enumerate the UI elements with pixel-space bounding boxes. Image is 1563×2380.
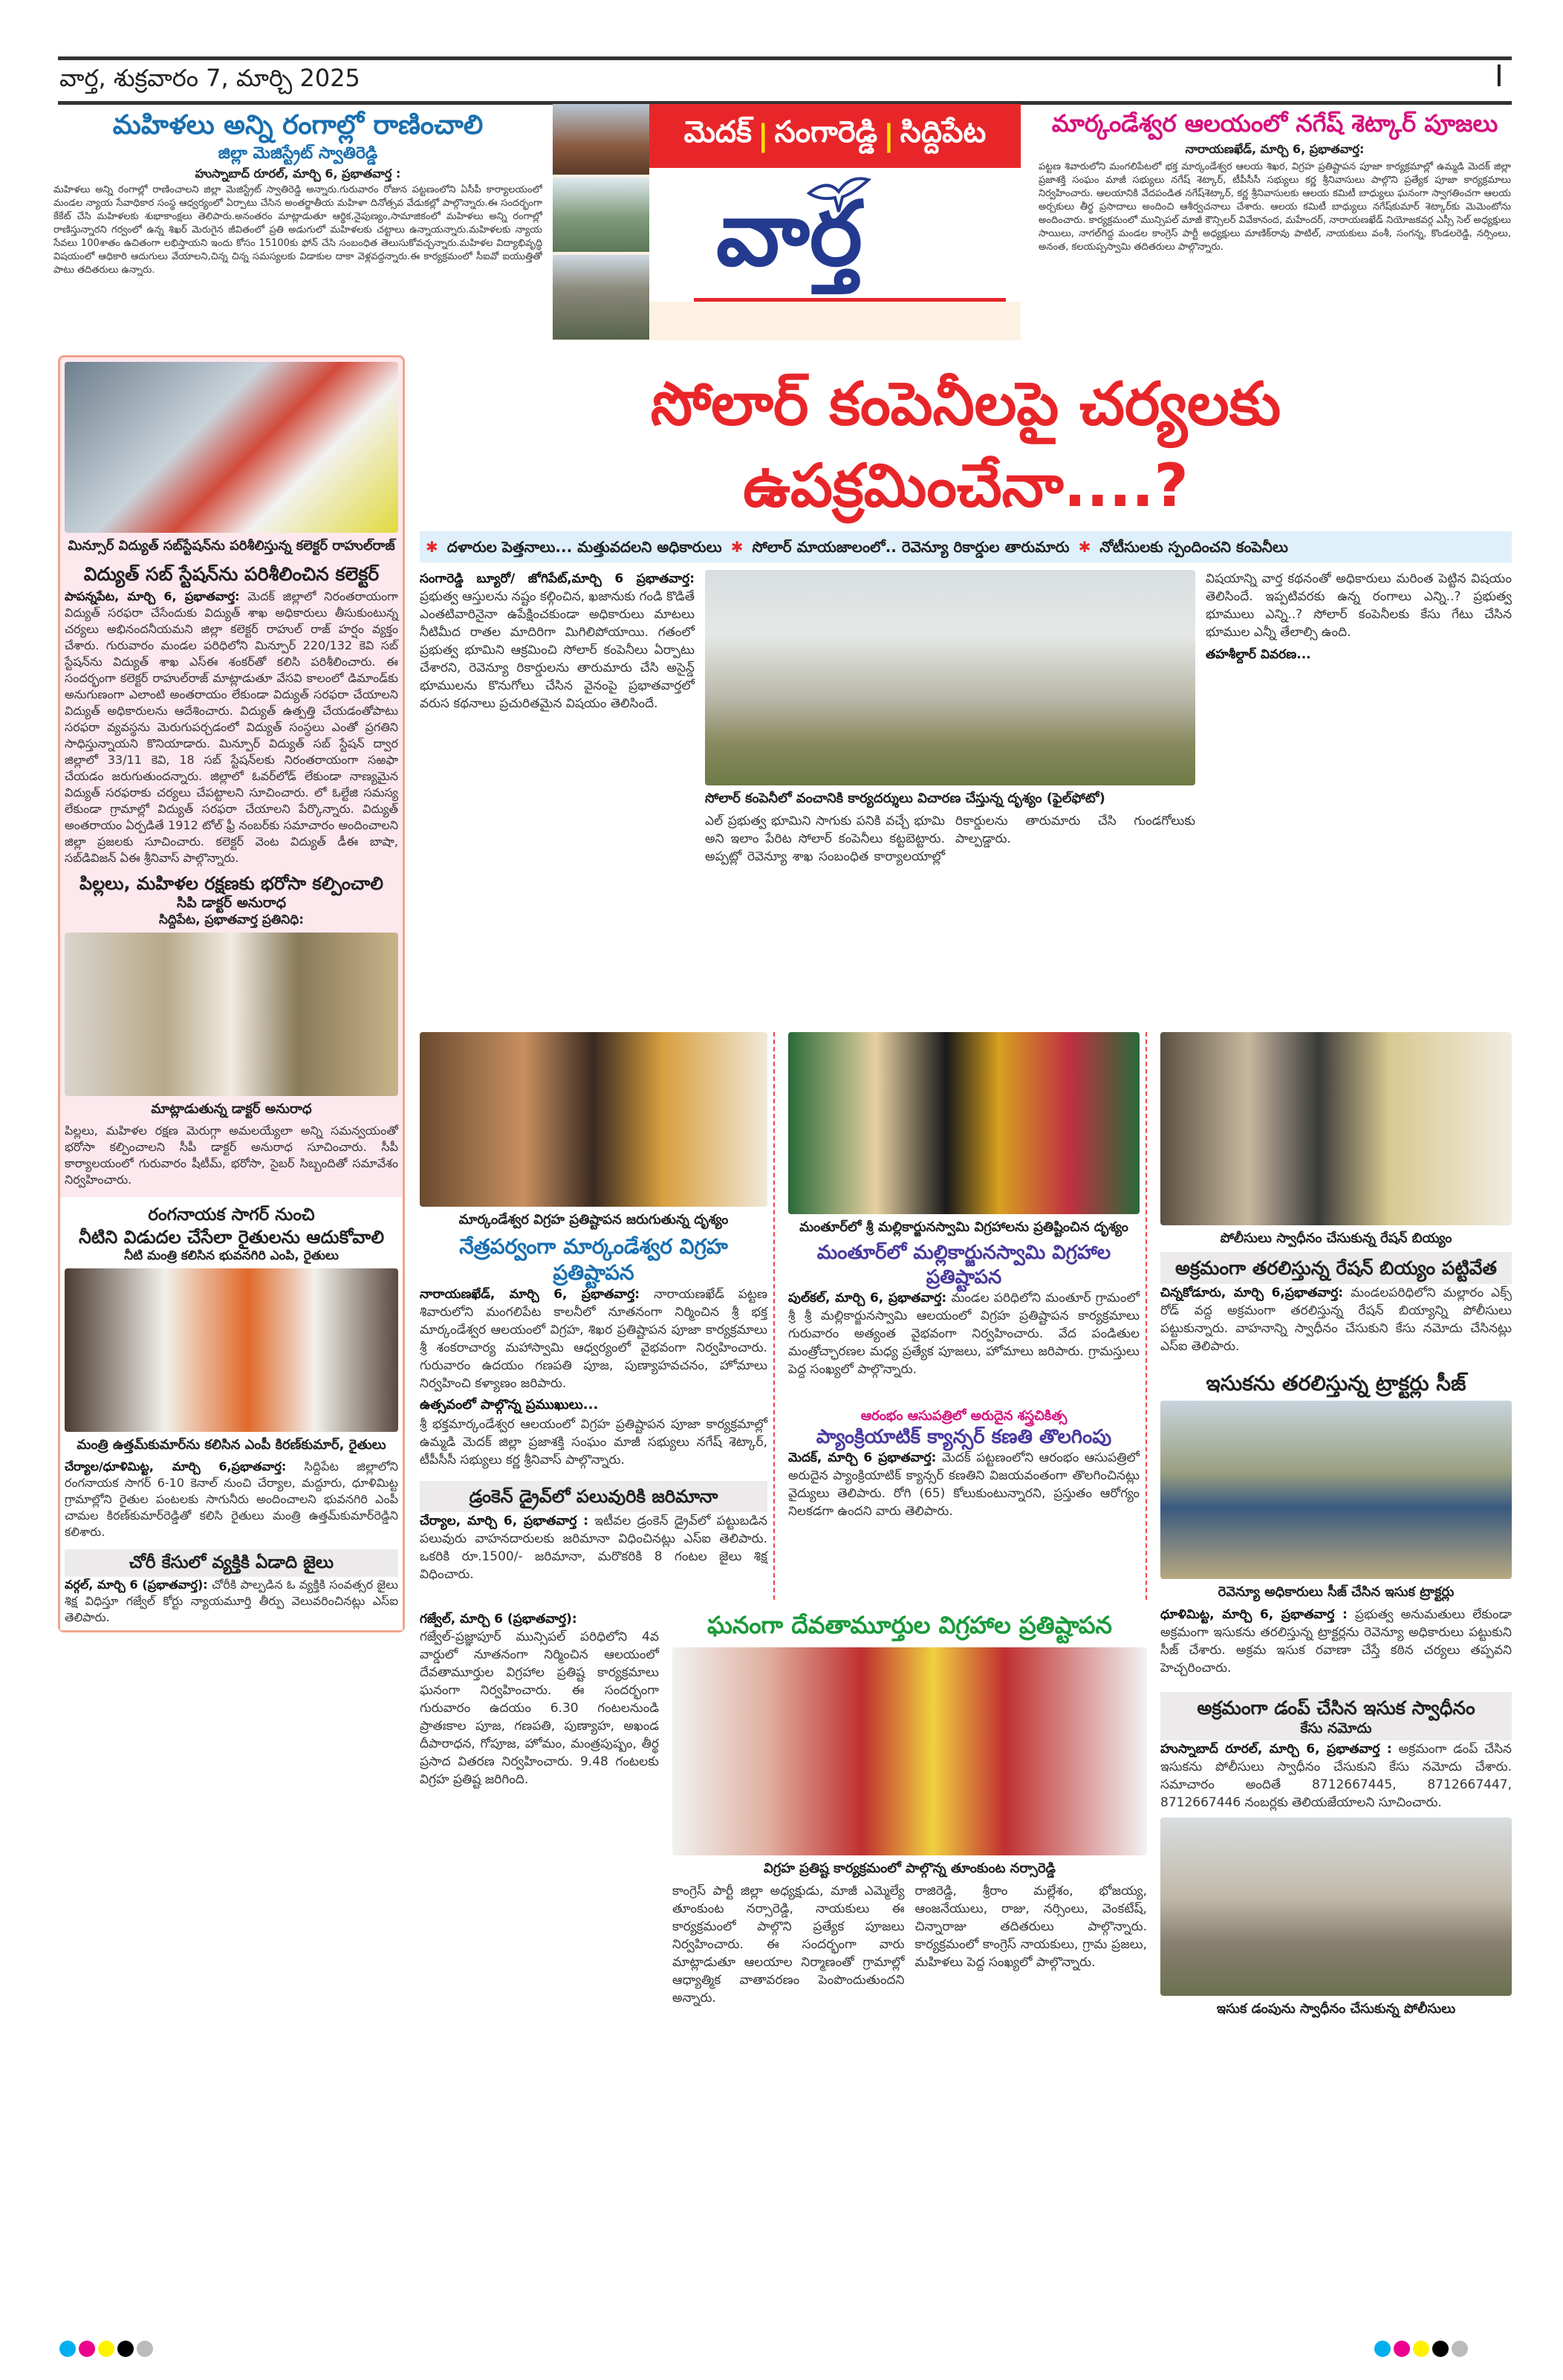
article-body: ఇటీవల డ్రంకెన్ డ్రైవ్‌లో పట్టుబడిన పలువురు వాహనదారులకు జరిమానా విధించినట్లు ఎస్ఐ తెలిపారు. ఒకరికి రూ.1500/- జరిమానా, మరొకరికి 8 గంటల జైలు శిక్ష విధించారు.	[420, 1514, 767, 1582]
logo-area	[649, 168, 1021, 302]
masthead-photo-strip	[553, 104, 649, 340]
sand-dump-photo	[1160, 1818, 1512, 1996]
subhead: జిల్లా మెజిస్ట్రేట్ స్వాతిరెడ్డి	[218, 144, 378, 163]
headline-sand-dump: అక్రమంగా డంప్ చేసిన ఇసుక స్వాధీనం	[1160, 1692, 1512, 1719]
headline-collector: విద్యుత్ సబ్ స్టేషన్‌ను పరిశీలించిన కలెక్టర్	[83, 563, 380, 585]
ceremony-photo	[672, 1647, 1147, 1855]
registration-marks-left	[59, 2341, 156, 2360]
article-body: విషయాన్ని వార్త కథనంతో అధికారులు మరింత పెట్టిన విషయం తెలిసిందే. ఇప్పటివరకు ఉన్న రంగాలు ఎన్ని..? ప్రభుత్వ భూములు ఎన్ని..? సోలార్ కంపెనీలకు కేసు గేటు చేసిన భూముల ఎన్నీ తేలాల్సి ఉంది.	[1206, 571, 1512, 640]
district-medak: మెదక్	[683, 115, 753, 149]
photo-caption: ఇసుక డంపును స్వాధీనం చేసుకున్న పోలీసులు	[1216, 2001, 1456, 2017]
headline: నేత్రపర్వంగా మార్కండేశ్వర విగ్రహ ప్రతిష్టాపన	[459, 1234, 728, 1285]
lead-headline: సోలార్ కంపెనీలపై చర్యలకు ఉపక్రమించేనా....?	[650, 369, 1281, 520]
photo-caption: మార్కండేశ్వర విగ్రహ ప్రతిష్టాపన జరుగుతున్న దృశ్యం	[458, 1212, 729, 1228]
article-body: ఎల్ ప్రభుత్వ భూమిని సాగుకు పనికి వచ్చే భూమి అని ఇలాం పేరిట సోలార్ కంపెనీలు కట్టబెట్టారు. అప్పట్లో రెవెన్యూ శాఖ సంబంధిత కార్యాలయాల్లో రికార్డులను తారుమారు చేసి గుండగోలుకు పాల్పడ్డారు.	[705, 814, 1195, 864]
lead-column-1	[420, 570, 695, 1025]
dateline: మెదక్, మార్చి 6 ప్రభాతవార్త:	[788, 1450, 937, 1465]
article-mallikarjuna	[788, 1032, 1147, 1600]
headline-children-safety: పిల్లలు, మహిళల రక్షణకు భరోసా కల్పించాలి	[79, 873, 383, 895]
headline: మహిళలు అన్ని రంగాల్లో రాణించాలి	[112, 110, 484, 140]
right-content-flow	[420, 363, 1512, 2023]
article-gajwel	[420, 1610, 659, 2023]
headline: మంతూర్‌లో మల్లికార్జునస్వామి విగ్రహాల ప్రతిష్టాపన	[816, 1242, 1111, 1288]
headline-sand-tractors: ఇసుకను తరలిస్తున్న ట్రాక్టర్లు సీజ్	[1206, 1371, 1466, 1396]
article-body: కాంగ్రెస్ పార్టీ జిల్లా అధ్యక్షుడు, మాజీ ఎమ్మెల్యే తూంకుంట నర్సారెడ్డి, నాయకులు ఈ కార్యక్రమంలో పాల్గొని ప్రత్యేక పూజలు నిర్వహించారు. ఈ సందర్భంగా వారు మాట్లాడుతూ ఆలయాల నిర్మాణంతో గ్రామాల్లో ఆధ్యాత్మిక వాతావరణం పెంపొందుతుందని అన్నారు.	[672, 1883, 905, 2006]
article-women-excel	[53, 108, 542, 345]
logo-wordmark: వార్త	[716, 183, 862, 286]
article-body: మండల పరిధిలోని మంతూర్ గ్రామంలో శ్రీ శ్రీ మల్లికార్జునస్వామి ఆలయంలో విగ్రహ ప్రతిష్టాపన కార్యక్రమాలు గురువారం అత్యంత వైభవంగా నిర్వహించారు. వేద పండితుల మంత్రోచ్ఛారణల మధ్య ప్రత్యేక పూజలు, హోమాలు జరిపారు. గ్రామస్తులు పెద్ద సంఖ్యలో పాల్గొన్నారు.	[788, 1291, 1140, 1377]
dateline: హుస్నాబాద్ రూరల్, మార్చి 6, ప్రభాతవార్త :	[1160, 1742, 1392, 1757]
photo-caption: రెవెన్యూ అధికారులు సీజ్ చేసిన ఇసుక ట్రాక్టర్లు	[1218, 1584, 1455, 1601]
article-body: గజ్వేల్-ప్రజ్ఞాపూర్ మున్సిపల్ పరిధిలోని 4వ వార్డులో నూతనంగా నిర్మించిన ఆలయంలో దేవతామూర్తుల విగ్రహాల ప్రతిష్ట కార్యక్రమాలు ఘనంగా నిర్వహించారు. ఈ సందర్భంగా గురువారం ఉదయం 6.30 గంటలనుండి ప్రాతఃకాల పూజ, గణపతి, పుణ్యాహ, అఖండ దీపారాధన, గోపూజ, హోమం, మంత్రపుష్పం, తీర్థ ప్రసాద వితరణ నిర్వహించారు. 9.48 గంటలకు విగ్రహ ప్రతిష్ట జరిగింది.	[420, 1629, 659, 1787]
headline: ఘనంగా దేవతామూర్తుల విగ్రహాల ప్రతిష్టాపన	[707, 1610, 1112, 1639]
lead-column-3	[1206, 570, 1512, 1025]
dateline: నారాయణఖేడ్, మార్చి 6, ప్రభాతవార్త:	[420, 1287, 640, 1302]
article-body: నారాయణఖేడ్ పట్టణ శివారులోని మంగలిపేట కాలనీలో నూతనంగా నిర్మించిన శ్రీ భక్త మార్కండేశ్వర ఆలయంలో విగ్రహ, శిఖర ప్రతిష్టాపన పూజా కార్యక్రమాలు శ్రీ శంకరాచార్య మహాస్వామి ఆధ్వర్యంలో వైభవంగా నిర్వహించారు. గురువారం ఉదయం గణపతి పూజ, పుణ్యాహవచనం, హోమాలు నిర్వహించి కళ్యాణం జరిపారు.	[420, 1287, 768, 1391]
article-body: చోరీకి పాల్పడిన ఓ వ్యక్తికి సంవత్సర జైలు శిక్ష విధిస్తూ గజ్వేల్ కోర్టు న్యాయమూర్తి తీర్పు వెలువరించినట్లు ఎస్ఐ తెలిపారు.	[65, 1578, 398, 1624]
bullet: నోటీసులకు స్పందించని కంపెనీలు	[1099, 538, 1288, 556]
cathedral-photo	[553, 255, 649, 340]
news-grid	[420, 1032, 1512, 2023]
registration-marks-right	[1374, 2341, 1471, 2360]
asterisk-icon: ✱	[1078, 538, 1091, 556]
dateline: పుల్‌కల్, మార్చి 6, ప్రభాతవార్త:	[788, 1291, 947, 1306]
temple-photo	[553, 104, 649, 175]
article-body: సిద్దిపేట జిల్లాలోని రంగనాయక సాగర్ 6-10 కెనాల్ నుంచి చేర్యాల, మద్దూరు, ధూళిమిట్ట గ్రామాల్లోని రైతుల పంటలకు సాగునీరు అందించాలని భువనగిరి ఎంపీ చామల కిరణ్‌కుమార్‌రెడ్డితో కలిసి రైతులు మంత్రి ఉత్తమ్‌కుమార్‌రెడ్డిని కలిశారు.	[65, 1459, 399, 1540]
article-body: మండలపరిధిలోని మల్లారం ఎక్స్ రోడ్ వద్ద అక్రమంగా తరలిస్తున్న రేషన్ బియ్యాన్ని పోలీసులు పట్టుకున్నారు. వాహనాన్ని స్వాధీనం చేసుకుని కేసు నమోదు చేసినట్లు ఎస్ఐ తెలిపారు.	[1160, 1285, 1512, 1355]
article-body: అక్రమంగా డంప్ చేసిన ఇసుకను పోలీసులు స్వాధీనం చేసుకుని కేసు నమోదు చేశారు. సమాచారం అందితే 8712667445, 8712667447, 8712667446 నంబర్లకు తెలియజేయాలని సూచించారు.	[1160, 1742, 1512, 1811]
subhead: సిపి డాక్టర్ అనురాధ	[176, 895, 287, 912]
article-body: పట్టణ శివారులోని మంగలిపేటలో భక్త మార్కండేశ్వర ఆలయ శిఖర, విగ్రహ ప్రతిష్టాపన పూజా కార్యక్రమాల్లో ఉమ్మడి మెదక్ జిల్లా ప్రజాశక్తి సంఘం మాజీ సభ్యులు నగేష్ శెట్కార్, టీపీసీసీ సభ్యులు కర్ణ శ్రీనివాసులు పాల్గొని ప్రత్యేక పూజా కార్యక్రమాలు నిర్వహించారు. ఆలయానికి వేదపండిత నగేష్‌శెట్కార్, కర్ణ శ్రీనివాసులకు ఆలయ కమిటీ బాధ్యులు ఘనంగా స్వాగతించగా ఆలయ అర్చకులు తీర్థ ప్రసాదాలు అందించి ఆశీర్వచనాలు చేశారు. ఆలయ కమిటీ బాధ్యులు నగేష్‌కుమార్ శెట్కార్‌కు మెమెంటోను అందించారు. కార్యక్రమంలో మున్సిపల్ మాజీ కౌన్సిలర్ వివేకానంద, మహేందర్, నారాయణఖేడ్ నియోజకవర్గ ఎస్సీ సెల్ అధ్యక్షులు సాయిలు, నాగల్‌గిద్ద మండల కాంగ్రెస్ పార్టీ అధ్యక్షులు మాణిక్‌రావు పాటిల్, నాయకులు వంశీ, సంగన్న, కొండలరెడ్డి, నర్సింలు, అనంత, కలయప్పస్వామి తదితరులు పాల్గొన్నారు.	[1039, 161, 1511, 253]
dateline: ధూళిమిట్ట, మార్చి 6, ప్రభాతవార్త :	[1160, 1607, 1348, 1623]
article-body: ప్రభుత్వ అనుమతులు లేకుండా అక్రమంగా ఇసుకను తరలిస్తున్న ట్రాక్టర్లను రెవెన్యూ అధికారులు పట్టుకుని సీజ్ చేశారు. అక్రమ ఇసుక రవాణా చేస్తే కఠిన చర్యలు తప్పవని హెచ్చరించారు.	[1160, 1607, 1512, 1676]
dateline: పాపన్నపేట, మార్చి 6, ప్రభాతవార్త:	[65, 589, 240, 604]
article-body: పిల్లలు, మహిళల రక్షణ మెరుగ్గా అమలయ్యేలా అన్ని సమన్వయంతో భరోసా కల్పించాలని సీపీ డాక్టర్ అనురాధ సూచించారు. సీపీ కార్యాలయంలో గురువారం షీటీమ్, భరోసా, సైబర్ సిబ్బందితో సమావేశం నిర్వహించారు.	[65, 1123, 398, 1187]
headline: డ్రంకెన్ డ్రైవ్‌లో పలువురికి జరిమానా	[420, 1481, 767, 1512]
ration-rice-photo	[1160, 1032, 1512, 1225]
article-deities-installation	[672, 1610, 1147, 2023]
row3	[420, 1610, 1147, 2023]
sub-label: ఉత్సవంలో పాల్గొన్న ప్రముఖులు...	[420, 1397, 599, 1413]
masthead	[553, 104, 1021, 340]
dateline: వర్గల్, మార్చి 6 (ప్రభాతవార్త):	[65, 1578, 208, 1592]
headline-cancer: ప్యాంక్రియాటిక్ క్యాన్సర్ కణతి తొలగింపు	[816, 1425, 1112, 1448]
article-body: రాజిరెడ్డి, శ్రీరాం మల్లేశం, భోజయ్య, ఆంజనేయులు, రాజు, నర్సింలు, వెంకటేష్, చిన్నారాజు తదితరులు పాల్గొన్నారు. కార్యక్రమంలో కాంగ్రెస్ నాయకులు, గ్రామ ప్రజలు, మహిళలు పెద్ద సంఖ్యలో పాల్గొన్నారు.	[914, 1883, 1147, 1970]
dateline: హుస్నాబాద్ రూరల్, మార్చి 6, ప్రభాతవార్త :	[195, 166, 401, 181]
substation-photo	[65, 362, 398, 533]
district-siddipet: సిద్దిపేట	[900, 115, 987, 149]
police-meeting-photo	[65, 933, 398, 1096]
headline-ranganayaka: నీటిని విడుదల చేసేలా రైతులను ఆదుకోవాలి	[78, 1227, 385, 1248]
lead-bullets	[420, 531, 1512, 562]
tractors-photo	[1160, 1401, 1512, 1579]
logo-underline	[694, 298, 1006, 302]
article-nagesh-puja	[1039, 108, 1511, 345]
district-sangareddy: సంగారెడ్డి	[774, 115, 878, 149]
dateline: సంగారెడ్డి బ్యూరో/ జోగిపేట్,మార్చి 6 ప్రభాతవార్త:	[420, 571, 695, 586]
left-feature-box	[58, 355, 405, 1632]
page-marker: I	[1495, 59, 1504, 94]
dateline: చేర్యాల/ధూళిమిట్ట, మార్చి 6,ప్రభాతవార్త:	[65, 1459, 287, 1474]
bullet: సోలార్ మాయజాలంలో.. రెవెన్యూ రికార్డుల తారుమారు	[752, 538, 1070, 556]
kicker: రంగనాయక సాగర్ నుంచి	[148, 1205, 315, 1225]
dateline: చిన్నకోడూరు, మార్చి 6,ప్రభాతవార్త:	[1160, 1285, 1344, 1301]
subhead: నీటి మంత్రి కలిసిన భువనగిరి ఎంపి, రైతులు	[124, 1248, 339, 1263]
lead-photo-block	[705, 570, 1195, 1025]
dateline: గజ్వేల్, మార్చి 6 (ప్రభాతవార్త):	[420, 1611, 577, 1627]
dateline: నారాయణఖేడ్, మార్చి 6, ప్రభాతవార్త:	[1185, 142, 1365, 156]
photo-caption: పోలీసులు స్వాధీనం చేసుకున్న రేషన్ బియ్యం	[1220, 1230, 1452, 1246]
headline-ration: అక్రమంగా తరలిస్తున్న రేషన్ బియ్యం పట్టివేత	[1160, 1252, 1512, 1284]
deity-photo	[788, 1032, 1140, 1214]
photo-caption: సోలార్ కంపెనీలో వంచానికి కార్యదర్శులు విచారణ చేస్తున్న దృశ్యం (ఫైల్‌ఫోటో)	[705, 791, 1105, 806]
article-body: ప్రభుత్వ ఆస్తులను నష్టం కల్గించిన, ఖజానుకు గండి కొడితే ఎంతటివారినైనా ఉపేక్షించకుండా అధికారులు మాటలు నీటిమీద రాతల మాదిరిగా మిగిలిపోయాయి. గతంలో ప్రభుత్వ భూమిని ఆక్రమించి సోలార్ కంపెనీలు ఏర్పాటు చేశారని, రెవెన్యూ రికార్డులను తారుమారు చేసి అసైన్డ్ భూములను కొనుగోలు చేసిన వైనంపై ప్రభాతవార్తలో వరుస కథనాలు ప్రచురితమైన విషయం తెలిసిందే.	[420, 589, 695, 711]
solar-inspection-photo	[705, 570, 1195, 785]
article-body: మహిళలు అన్ని రంగాల్లో రాణించాలని జిల్లా మెజిస్ట్రేట్ స్వాతిరెడ్డి అన్నారు.గురువారం రోజున పట్టణంలోని ఏసీపీ కార్యాలయంలో మండల న్యాయ సేవాధికార సంస్థ ఆధ్వర్యంలో ఏర్పాటు చేసిన అంతర్జాతీయ మహిళా దినోత్సవ వేడుకల్లో పాల్గొన్నారు.ఈ సందర్భంగా కేకేట్ చేసి మహిళలకు శుభాకాంక్షలు తెలిపారు.అనంతరం మాట్లాడుతూ ఆర్థిక,నైపుణ్యం,సామాజికంలో మహిళలు అన్ని రంగాల్లో రాణిస్తున్నారని గర్వంలో ఉన్న శిఖర్ మెరుగైన జీవితంలో ప్రతి అడుగులో మహిళలకు చట్టాలు ఉన్నాయన్నారు.మహిళలకు న్యాయ సేవలు 100శాతం ఉచితంగా లభిస్తాయని ఇందు కోసం 15100కు ఫోన్ చేసి సంబంధిత తెలుసుకోవచ్చన్నారు.మహిళల విద్యాభివృద్ధి విషయంలో ఆధికారి ఆదుగులు వేయాలని,చిన్న చిన్న సమస్యలకు విడాకుల దాకా వెళ్లవద్దన్నారు.ఈ కార్యక్రమంలో సీఐవో ఐయుత్తితో పాటు తదితరులు ఉన్నారు.	[53, 184, 542, 276]
bullet: దళారుల పెత్తనాలు... మత్తువదలని అధికారులు	[446, 538, 722, 556]
photo-caption: మాట్లాడుతున్న డాక్టర్ అనురాధ	[151, 1101, 312, 1118]
photo-caption: మంత్రి ఉత్తమ్‌కుమార్‌ను కలిసిన ఎంపీ కిరణ్‌కుమార్, రైతులు	[77, 1437, 386, 1453]
district-band: మెదక్ | సంగారెడ్డి | సిద్దిపేట	[649, 104, 1021, 168]
left-lower-column	[60, 1197, 403, 1630]
fountain-photo	[553, 178, 649, 252]
asterisk-icon: ✱	[426, 538, 438, 556]
dateline: సిద్దిపేట, ప్రభాతవార్త ప్రతినిధి:	[159, 912, 304, 927]
photo-caption: విగ్రహ ప్రతిష్ట కార్యక్రమంలో పాల్గొన్న తూంకుంట నర్సారెడ్డి	[764, 1860, 1056, 1876]
section-label: తహశీల్దార్ వివరణ...	[1206, 647, 1311, 662]
minister-meeting-photo	[65, 1268, 398, 1432]
photo-caption: మిన్సూర్ విద్యుత్ సబ్‌స్టేషన్‌ను పరిశీలిస్తున్న కలెక్టర్ రాహుల్‌రాజ్	[68, 538, 395, 554]
header-rule-top	[58, 56, 1512, 60]
article-body: మెదక్ జిల్లాలో నిరంతరాయంగా విద్యుత్ సరఫరా చేసేందుకు విద్యుత్ శాఖ అధికారులు తీసుకుంటున్న చర్యలు అభినందనీయమని జిల్లా కలెక్టర్ రాహుల్ రాజ్ హర్షం వ్యక్తం చేశారు. గురువారం మండల పరిధిలోని మిన్పూర్ 220/132 కెవి సబ్ స్టేషన్‌ను విద్యుత్ శాఖ ఎస్ఈ శంకర్‌తో కలిసి పరిశీలించారు. ఈ సందర్భంగా కలెక్టర్ రాహుల్‌రాజ్ మాట్లాడుతూ వేసవి కాలంలో డిమాండ్‌కు అనుగుణంగా ఎలాంటి అంతరాయం లేకుండా విద్యుత్ సరఫరా చేయాలని విద్యుత్ అధికారులను ఆదేశించారు. విద్యుత్ ఉత్పత్తి చేయడంతోపాటు సరఫరా వ్యవస్థను మెరుగుపర్చడంలో విద్యుత్ సంస్థలు ఎంతో ప్రగతిని సాధిస్తున్నాయని కొనియాడారు. మిన్పూర్ విద్యుత్ సబ్ స్టేషన్ ద్వార జిల్లాలో 33/11 కెవి, 18 సబ్ స్టేషన్‌లకు నిరంతరాయంగా సఱఫా చేయడం జరుగుతుందన్నారు. జిల్లాలో ఓవర్‌లోడ్ లేకుండా నాణ్యమైన విద్యుత్ సరఫరాకు చర్యలు చేపట్టాలని సూచించారు. లో ఓల్టేజి సమస్య లేకుండా గ్రామాల్లో విద్యుత్ సరఫరా చేయాలని పేర్కొన్నారు. విద్యుత్ అంతరాయం ఏర్పడితే 1912 టోల్ ఫ్రీ నంబర్‌కు సమాచారం అందించాలని జిల్లా ప్రజలకు సూచించారు. కలెక్టర్ వెంట విద్యుత్ డీఈ బాషా, సబ్‌డివిజన్ ఏఈ శ్రీనివాస్ పాల్గొన్నారు.	[65, 589, 399, 866]
lead-story	[420, 570, 1512, 1025]
asterisk-icon: ✱	[730, 538, 744, 556]
page-dateline: వార్త, శుక్రవారం 7, మార్చి 2025	[59, 64, 360, 92]
kicker: ఆరంభం ఆసుపత్రిలో అరుదైన శస్త్రచికిత్స	[860, 1408, 1068, 1424]
right-column	[1160, 1032, 1512, 2023]
photo-caption: మంతూర్‌లో శ్రీ మల్లికార్జునస్వామి విగ్రహాలను ప్రతిష్టించిన దృశ్యం	[799, 1219, 1128, 1235]
dateline: చేర్యాల, మార్చి 6, ప్రభాతవార్త :	[420, 1514, 589, 1528]
subhead: కేసు నమోదు	[1160, 1720, 1512, 1741]
article-drunken-drive	[420, 1481, 767, 1583]
article-markandeya	[420, 1032, 775, 1600]
headline-theft: చోరీ కేసులో వ్యక్తికి ఏడాది జైలు	[65, 1549, 398, 1577]
idol-installation-photo	[420, 1032, 767, 1207]
article-body: శ్రీ భక్తమార్కండేశ్వర ఆలయంలో విగ్రహ ప్రతిష్టాపన పూజా కార్యక్రమాల్లో ఉమ్మడి మెదక్ జిల్లా ప్రజాశక్తి సంఘం మాజీ సభ్యులు నగేష్ శెట్కార్, టీపీసీసీ సభ్యులు కర్ణ శ్రీనివాస్ పాల్గొన్నారు.	[420, 1417, 767, 1468]
article-body: మెదక్ పట్టణంలోని ఆరంభం ఆసుపత్రిలో అరుదైన ప్యాంక్రియాటిక్ క్యాన్సర్ కణతిని విజయవంతంగా తొలగించినట్లు వైద్యులు తెలిపారు. రోగి (65) కోలుకుంటున్నారని, ప్రస్తుతం ఆరోగ్యం నిలకడగా ఉందని వారు తెలిపారు.	[788, 1450, 1140, 1519]
headline: మార్కండేశ్వర ఆలయంలో నగేష్ శెట్కార్ పూజలు	[1051, 109, 1498, 137]
